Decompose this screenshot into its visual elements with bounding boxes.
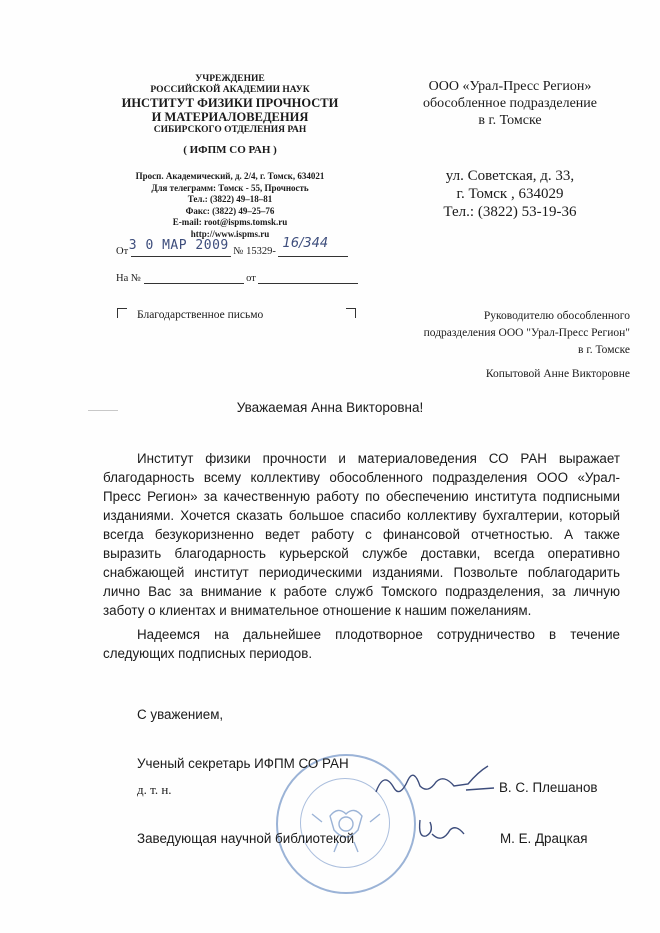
ref-of-label: от [246,273,256,284]
signature-1-icon [370,760,500,805]
sender-fax: Факс: (3822) 49–25–76 [185,205,275,216]
recipient-org-line-3: в г. Томске [478,113,542,128]
addressee-line-2: подразделения ООО "Урал-Пресс Регион" [423,327,630,339]
sender-organization [100,74,360,157]
addressee-line-3: в г. Томске [578,344,630,356]
signer-1-title: Ученый секретарь ИФПМ СО РАН [137,756,349,771]
org-line-3: ИНСТИТУТ ФИЗИКИ ПРОЧНОСТИ [121,96,339,110]
ref-line-from [116,236,348,257]
sender-email: E-mail: root@ispms.tomsk.ru [172,217,288,228]
ref-from-label: От [116,246,129,257]
ref-line-on [116,271,358,284]
ref-handwritten-number: 16/344 [282,236,329,251]
signer-1-degree: д. т. н. [137,782,172,797]
signer-2-name: М. Е. Драцкая [500,831,588,846]
org-abbr: ( ИФПМ СО РАН ) [183,144,277,156]
recipient-org-line-1: ООО «Урал-Пресс Регион» [428,79,592,94]
body-paragraph-2: Надеемся на дальнейшее плодотворное сотрудничество в течение следующих подписных периодов. [103,627,620,661]
letter-body [103,449,620,663]
recipient-address [400,167,620,221]
addressee-line-1: Руководителю обособленного [483,310,630,322]
signer-2-title: Заведующая научной библиотекой [137,831,355,846]
sender-web: http://www.ispms.ru [190,228,270,239]
recipient-organization [400,78,620,129]
date-stamp: 3 0 MAP 2009 [128,238,229,253]
ref-on-label: На № [116,273,141,284]
sender-contacts [100,171,360,241]
recipient-city: г. Томск , 634029 [456,186,564,202]
recipient-org-line-2: обособленное подразделение [423,96,597,111]
sender-telegram: Для телеграмм: Томск - 55, Прочность [151,182,309,193]
org-line-1: УЧРЕЖДЕНИЕ [195,74,265,84]
org-line-4: И МАТЕРИАЛОВЕДЕНИЯ [151,110,309,124]
signature-2-icon [414,812,474,852]
signer-1-name: В. С. Плешанов [499,780,598,795]
org-line-2: РОССИЙСКОЙ АКАДЕМИИ НАУК [150,85,310,95]
addressee-name: Копытовой Анне Викторовне [485,368,630,380]
org-line-5: СИБИРСКОГО ОТДЕЛЕНИЯ РАН [153,125,307,135]
body-paragraph-1: Институт физики прочности и материаловедения СО РАН выражает благодарность всему коллективу обособленного подразделения ООО «Урал-Пресс Регион» за качественную работу по обеспечению института подписными изданиями. Хочется сказать большое спасибо коллективу бухгалтерии, который всегда безукоризненно ведет работу с финансовой отчетностью. А также выразить благодарность курьерской службе доставки, всегда оперативно снабжающей институт периодическими изданиями. Позвольте поблагодарить лично Вас за внимание к работе служб Томского подразделения, за личную заботу о клиентах и внимательное отношение к нашим пожеланиям. [103,451,620,618]
ref-no-label: № 15329- [233,246,276,257]
recipient-street: ул. Советская, д. 33, [445,168,575,184]
sender-address: Просп. Академический, д. 2/4, г. Томск, 634021 [135,171,325,181]
sender-tel: Тел.: (3822) 49–18–81 [187,194,273,205]
closing: С уважением, [137,707,224,722]
bracket-right-icon [346,308,356,318]
subject-line: Благодарственное письмо [137,309,264,321]
bracket-left-icon [117,308,127,318]
recipient-tel: Тел.: (3822) 53-19-36 [443,204,577,220]
addressee-block [424,308,630,383]
salutation: Уважаемая Анна Викторовна! [236,400,424,415]
